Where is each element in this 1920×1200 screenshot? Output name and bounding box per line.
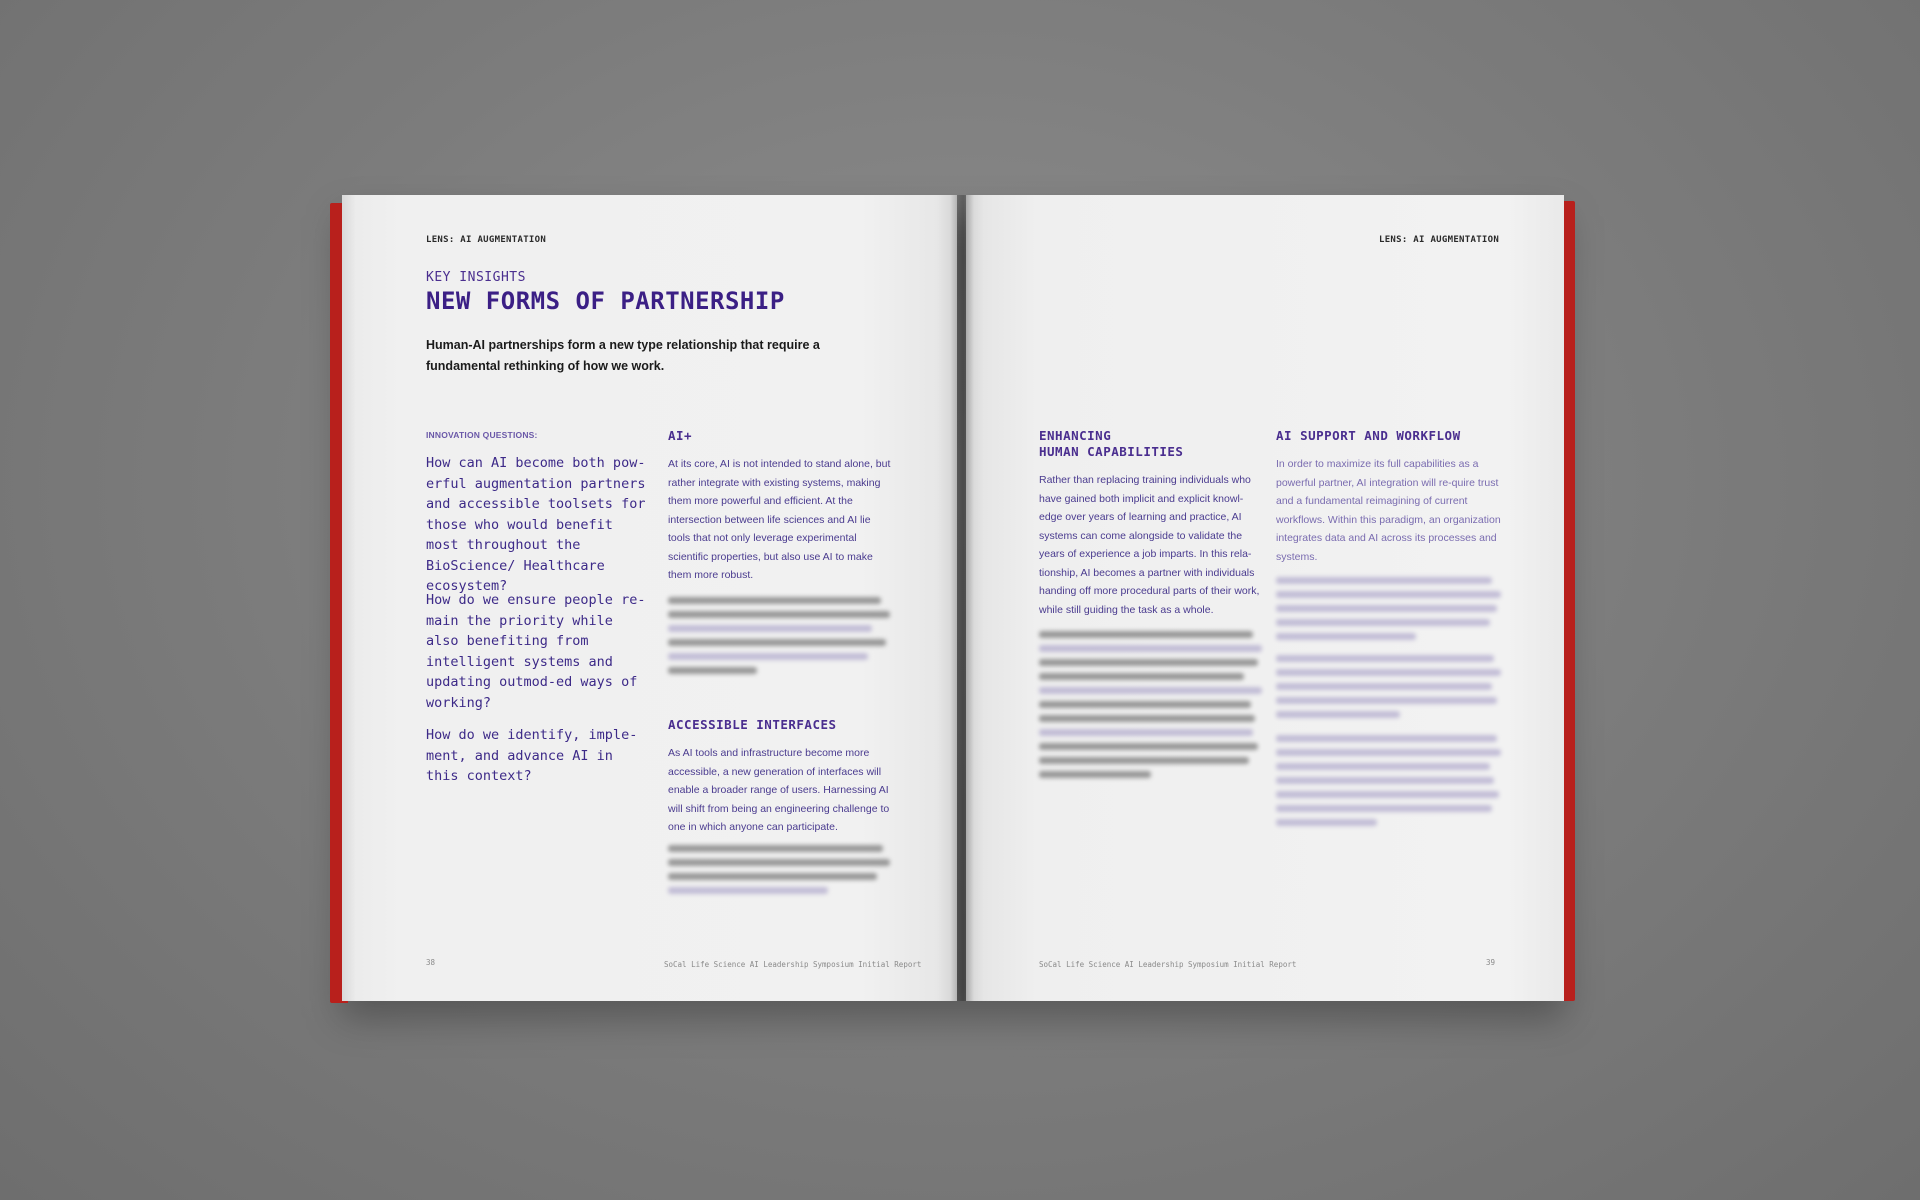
question-3: How do we identify, imple-ment, and advance AI in this context? <box>426 727 638 784</box>
blurred-quote-accessible <box>668 845 890 901</box>
lede-paragraph: Human-AI partnerships form a new type relationship that require a fundamental rethinking of how we work. <box>426 338 820 373</box>
right-page <box>966 195 1564 1001</box>
running-head-right: LENS: AI AUGMENTATION <box>1379 235 1500 245</box>
running-head-left: LENS: AI AUGMENTATION <box>426 235 547 245</box>
innovation-questions-label: INNOVATION QUESTIONS: <box>426 430 538 440</box>
question-2: How do we ensure people re-main the priority while also benefiting from intelligent systems and updating outmod-ed ways of working? <box>426 592 646 711</box>
open-booklet <box>330 195 1575 1005</box>
blurred-quote-enhancing <box>1039 631 1262 785</box>
footer-right: SoCal Life Science AI Leadership Symposium Initial Report <box>1039 960 1297 969</box>
question-1: How can AI become both pow-erful augmentation partners and accessible toolsets for those who would benefit most throughout the BioScience/ Healthcare ecosystem? <box>426 455 646 594</box>
ai-plus-body: At its core, AI is not intended to stand alone, but rather integrate with existing systems, making them more powerful and efficient. At the intersection between life sciences and AI lie tools that not only leverage experimental scientific properties, but also use AI to make them more robust. <box>668 458 891 581</box>
blurred-quote-support-1 <box>1276 577 1501 647</box>
ai-support-heading: AI SUPPORT AND WORKFLOW <box>1276 428 1461 443</box>
enhancing-heading-line-1: ENHANCING <box>1039 428 1112 443</box>
blurred-quote-support-2 <box>1276 655 1501 725</box>
kicker-key-insights: KEY INSIGHTS <box>426 270 526 285</box>
folio-right: 39 <box>1486 958 1496 967</box>
enhancing-heading <box>1039 428 1183 460</box>
footer-left: SoCal Life Science AI Leadership Symposium Initial Report <box>664 960 922 969</box>
book-gutter <box>950 195 974 1001</box>
blurred-quote-ai-plus <box>668 597 890 681</box>
blurred-quote-support-3 <box>1276 735 1501 833</box>
folio-left: 38 <box>426 958 436 967</box>
ai-plus-heading: AI+ <box>668 428 693 443</box>
ai-support-body: In order to maximize its full capabilities as a powerful partner, AI integration will re-quire trust and a fundamental reimagining of current workflows. Within this paradigm, an organization integrates data and AI across its processes and systems. <box>1276 458 1501 563</box>
enhancing-heading-line-2: HUMAN CAPABILITIES <box>1039 444 1184 459</box>
accessible-interfaces-body: As AI tools and infrastructure become more accessible, a new generation of interfaces will enable a broader range of users. Harnessing AI will shift from being an engineering challenge to one in which anyone can participate. <box>668 747 890 833</box>
left-page <box>342 195 957 1001</box>
enhancing-body: Rather than replacing training individuals who have gained both implicit and explicit knowl-edge over years of learning and practice, AI systems can come alongside to validate the years of experience a job imparts. In this rela-tionship, AI becomes a partner with individuals handing off more procedural parts of their work, while still guiding the task as a whole. <box>1039 474 1260 616</box>
accessible-interfaces-heading: ACCESSIBLE INTERFACES <box>668 717 837 732</box>
page-title: NEW FORMS OF PARTNERSHIP <box>426 287 785 315</box>
